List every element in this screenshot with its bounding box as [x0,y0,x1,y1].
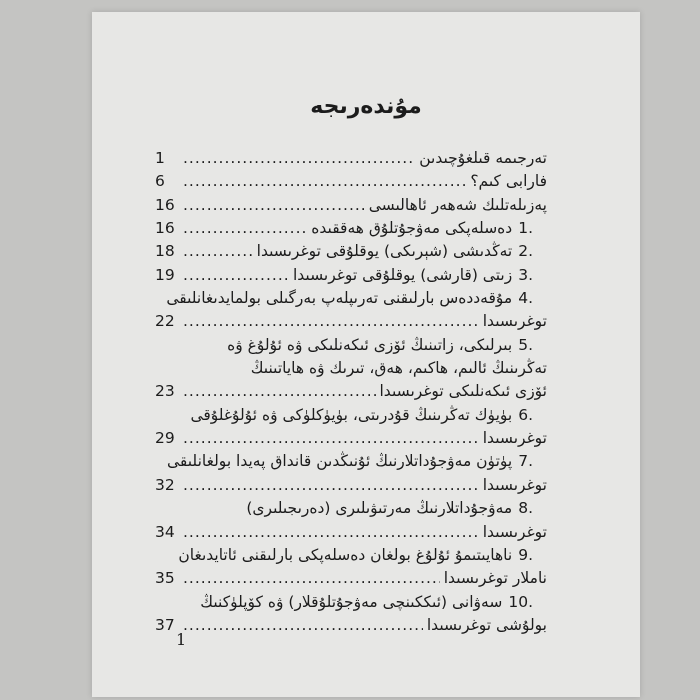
toc-entry-line [155,521,547,544]
entry-page-number: 35 [155,569,175,588]
entry-number: 9. [518,545,533,564]
dot-leader [183,240,253,263]
toc-entry-line [155,497,547,520]
entry-page-number: 23 [155,382,175,401]
entry-page-number: 18 [155,242,175,261]
dot-leader [183,567,440,590]
entry-title: پۈتۈن مەۋجۇداتلارنىڭ ئۇنىڭدىن قانداق پەيدا بولغانلىقى [167,452,513,471]
entry-number: 2. [518,242,533,261]
table-of-contents [155,147,547,637]
toc-entry-line [155,380,547,403]
entry-title: زىتى (قارشى) يوقلۇقى توغرىسىدا [292,265,513,284]
dot-leader [183,427,479,450]
entry-title: بولۇشى توغرىسىدا [426,615,547,634]
toc-entry-line [155,287,547,310]
entry-number: 6. [518,405,533,424]
toc-entry-line [155,427,547,450]
entry-title: مەۋجۇداتلارنىڭ مەرتىۋىلىرى (دەرىجىلىرى) [246,499,513,518]
entry-page-number: 6 [155,172,165,191]
toc-entry-line [155,614,547,637]
dot-leader [183,614,423,637]
entry-page-number: 19 [155,265,175,284]
entry-title: توغرىسىدا [482,429,547,448]
toc-entry-line [155,264,547,287]
entry-title: ئۆزى ئىكەنلىكى توغرىسىدا [379,382,547,401]
toc-entry-line [155,194,547,217]
entry-page-number: 16 [155,195,175,214]
entry-page-number: 32 [155,475,175,494]
entry-title: ناھايىتىمۇ ئۇلۇغ بولغان دەسلەپكى بارلىقنى ئاتايدىغان [178,545,513,564]
entry-title: بىرلىكى، زاتىنىڭ ئۆزى ئىكەنلىكى ۋە ئۇلۇغ ۋە [227,335,513,354]
entry-page-number: 34 [155,522,175,541]
entry-number: 3. [518,265,533,284]
entry-title: مۇقەددەس بارلىقنى تەرىپلەپ بەرگىلى بولمايدىغانلىقى [166,289,513,308]
dot-leader [183,521,479,544]
entry-title: ناملار توغرىسىدا [443,569,547,588]
toc-entry-line [155,450,547,473]
toc-entry-line [155,170,547,193]
dot-leader [183,264,289,287]
entry-title: تەرجىمە قىلغۇچىدىن [419,149,547,167]
entry-page-number: 29 [155,429,175,448]
entry-title: تەڭدىشى (شېرىكى) يوقلۇقى توغرىسىدا [256,242,513,261]
toc-entry-line [155,357,547,380]
entry-number: 10. [508,592,533,611]
page-title: مۇندەرىجە [310,94,422,119]
entry-number: 4. [518,289,533,308]
dot-leader [183,217,307,240]
entry-number: 8. [518,499,533,518]
entry-title: تەڭرىنىڭ ئالىم، ھاكىم، ھەق، تىرىك ۋە ھاياتىنىڭ [250,359,547,378]
entry-title: سەۋانى (ئىككىنچى مەۋجۇتلۇقلار) ۋە كۆپلۈكنىڭ [200,592,503,611]
entry-page-number: 1 [155,149,165,167]
toc-entry-line [155,334,547,357]
toc-entry-line [155,217,547,240]
entry-title: فارابى كىم؟ [470,172,547,191]
dot-leader [183,170,466,193]
page-number: 1 [176,630,187,649]
entry-title: بۈيۈك تەڭرىنىڭ قۇدرىتى، بۈيۈكلۈكى ۋە ئۇلۇغلۇقى [190,405,513,424]
entry-title: توغرىسىدا [482,522,547,541]
toc-entry-line [155,567,547,590]
entry-title: توغرىسىدا [482,475,547,494]
entry-number: 1. [518,219,533,238]
toc-entry-line [155,310,547,333]
dot-leader [183,310,479,333]
entry-number: 7. [518,452,533,471]
dot-leader [183,147,415,170]
dot-leader [183,474,479,497]
dot-leader [183,380,376,403]
entry-title: پەزىلەتلىك شەھەر ئاھالىسى [368,195,547,214]
entry-page-number: 22 [155,312,175,331]
entry-number: 5. [518,335,533,354]
toc-entry-line [155,544,547,567]
toc-entry-line [155,591,547,614]
entry-title: دەسلەپكى مەۋجۇتلۇق ھەققىدە [311,219,513,238]
toc-entry-line [155,474,547,497]
entry-page-number: 37 [155,615,175,634]
toc-entry-line [155,404,547,427]
toc-entry-line [155,147,547,170]
toc-entry-line [155,240,547,263]
dot-leader [183,194,365,217]
entry-page-number: 16 [155,219,175,238]
entry-title: توغرىسىدا [482,312,547,331]
